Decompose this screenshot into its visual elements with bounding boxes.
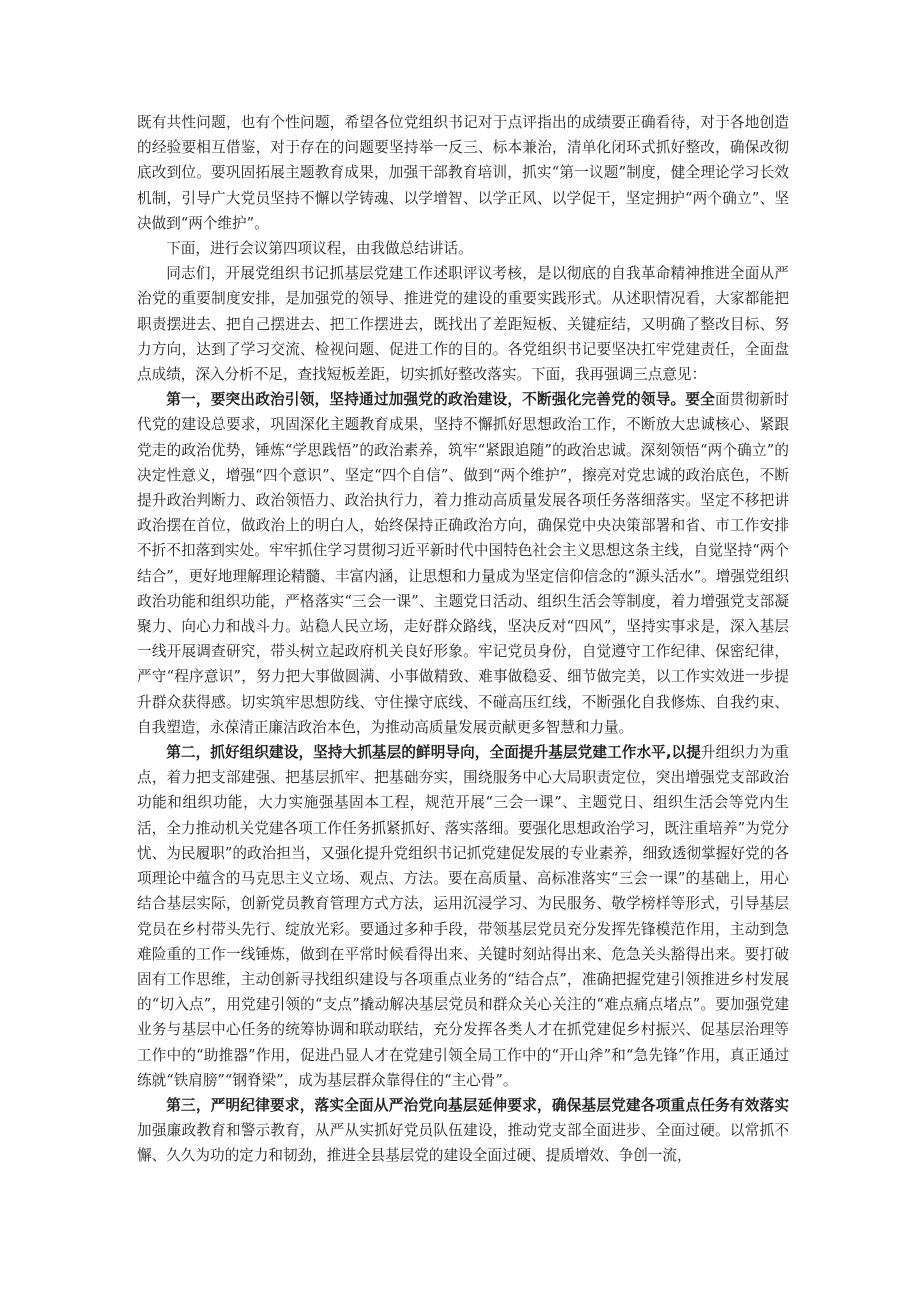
paragraph-1-text: 既有共性问题，也有个性问题，希望各位党组织书记对于点评指出的成绩要正确看待，对于各地创造的经验要相互借鉴，对于存在的问题要坚持举一反三、标本兼治，清单化闭环式抓好整改，确保改彻底改到位。要巩固拓展主题教育成果，加强干部教育培训，抓实“第一议题”制度，健全理论学习长效机制，引导广大党员坚持不懈以学铸魂、以学增智、以学正风、以学促干，坚定拥护“两个确立”、坚决做到“两个维护”。 xyxy=(137,114,789,232)
paragraph-6-lead: 第三，严明纪律要求，落实全面从严治党向基层延伸要求，确保基层党建各项重点任务有效落实 xyxy=(166,1096,789,1114)
paragraph-3 xyxy=(137,261,789,387)
paragraph-4-text: 面贯彻新时代党的建设总要求，巩固深化主题教育成果，坚持不懈抓好思想政治工作，不断放大忠诚核心、紧跟党走的政治优势，锤炼“学思践悟”的政治素养，筑牢“紧跟追随”的政治忠诚。深刻领悟“两个确立”的决定性意义，增强“四个意识”、坚定“四个自信”、做到“两个维护”，擦亮对党忠诚的政治底色，不断提升政治判断力、政治领悟力、政治执行力，着力推动高质量发展各项任务落细落实。坚定不移把讲政治摆在首位，做政治上的明白人，始终保持正确政治方向，确保党中央决策部署和省、市工作安排不折不扣落到实处。牢牢抓住学习贯彻习近平新时代中国特色社会主义思想这条主线，自觉坚持“两个结合”，更好地理解理论精髓、丰富内涵，让思想和力量成为坚定信仰信念的“源头活水”。增强党组织政治功能和组织功能，严格落实“三会一课”、主题党日活动、组织生活会等制度，着力增强党支部凝聚力、向心力和战斗力。站稳人民立场，走好群众路线，坚决反对“四风”，坚持实事求是，深入基层一线开展调查研究，带头树立起政府机关良好形象。牢记党员身份，自觉遵守工作纪律、保密纪律，严守“程序意识”，努力把大事做圆满、小事做精致、难事做稳妥、细节做完美，以工作实效进一步提升群众获得感。切实筑牢思想防线、守住操守底线、不碰高压红线，不断强化自我修炼、自我约束、自我塑造，永葆清正廉洁政治本色，为推动高质量发展贡献更多智慧和力量。 xyxy=(137,391,789,736)
paragraph-3-text: 同志们，开展党组织书记抓基层党建工作述职评议考核，是以彻底的自我革命精神推进全面从严治党的重要制度安排，是加强党的领导、推进党的建设的重要实践形式。从述职情况看，大家都能把职责摆进去、把自己摆进去、把工作摆进去，既找出了差距短板、关键症结，又明确了整改目标、努力方向，达到了学习交流、检视问题、促进工作的目的。各党组织书记要坚决扛牢党建责任，全面盘点成绩，深入分析不足，查找短板差距，切实抓好整改落实。下面，我再强调三点意见： xyxy=(137,265,789,384)
paragraph-4-lead: 第一，要突出政治引领，坚持通过加强党的政治建设，不断强化完善党的领导。要全 xyxy=(166,391,716,409)
paragraph-5-lead: 第二，抓好组织建设，坚持大抓基层的鲜明导向，全面提升基层党建工作水平,以提 xyxy=(166,744,701,762)
paragraph-5 xyxy=(137,740,789,1093)
paragraph-1 xyxy=(137,110,789,236)
paragraph-4 xyxy=(137,387,789,740)
paragraph-2-text: 下面，进行会议第四项议程，由我做总结讲话。 xyxy=(166,240,473,258)
paragraph-5-text: 升组织力为重点，着力把支部建强、把基层抓牢、把基础夯实，围绕服务中心大局职责定位，突出增强党支部政治功能和组织功能，大力实施强基固本工程，规范开展“三会一课”、主题党日、组织生活会等党内生活，全力推动机关党建各项工作任务抓紧抓好、落实落细。要强化思想政治学习，既注重培养”为党分忧、为民履职”的政治担当，又强化提升党组织书记抓党建促发展的专业素养，细致透彻掌握好党的各项理论中蕴含的马克思主义立场、观点、方法。要在高质量、高标准落实“三会一课”的基础上，用心结合基层实际，创新党员教育管理方式方法，运用沉浸学习、为民服务、敬学榜样等形式，引导基层党员在乡村带头先行、绽放光彩。要通过多种手段，带领基层党员充分发挥先锋模范作用，主动到急难险重的工作一线锤炼，做到在平常时候看得出来、关键时刻站得出来、危急关头豁得出来。要打破固有工作思维，主动创新寻找组织建设与各项重点业务的“结合点”，准确把握党建引领推进乡村发展的“切入点”，用党建引领的“支点”撬动解决基层党员和群众关心关注的“难点痛点堵点”。要加强党建业务与基层中心任务的统筹协调和联动联结，充分发挥各类人才在抓党建促乡村振兴、促基层治理等工作中的“助推器”作用，促进凸显人才在党建引领全局工作中的“开山斧”和“急先锋”作用，真正通过练就“铁肩膀”“钢脊梁”，成为基层群众靠得住的“主心骨”。 xyxy=(137,744,789,1089)
paragraph-2 xyxy=(137,236,789,261)
paragraph-6 xyxy=(137,1093,789,1169)
paragraph-6-text: 加强廉政教育和警示教育，从严从实抓好党员队伍建设，推动党支部全面进步、全面过硬。以常抓不懈、久久为功的定力和韧劲，推进全县基层党的建设全面过硬、提质增效、争创一流， xyxy=(137,1122,789,1165)
document-body xyxy=(137,110,789,1169)
